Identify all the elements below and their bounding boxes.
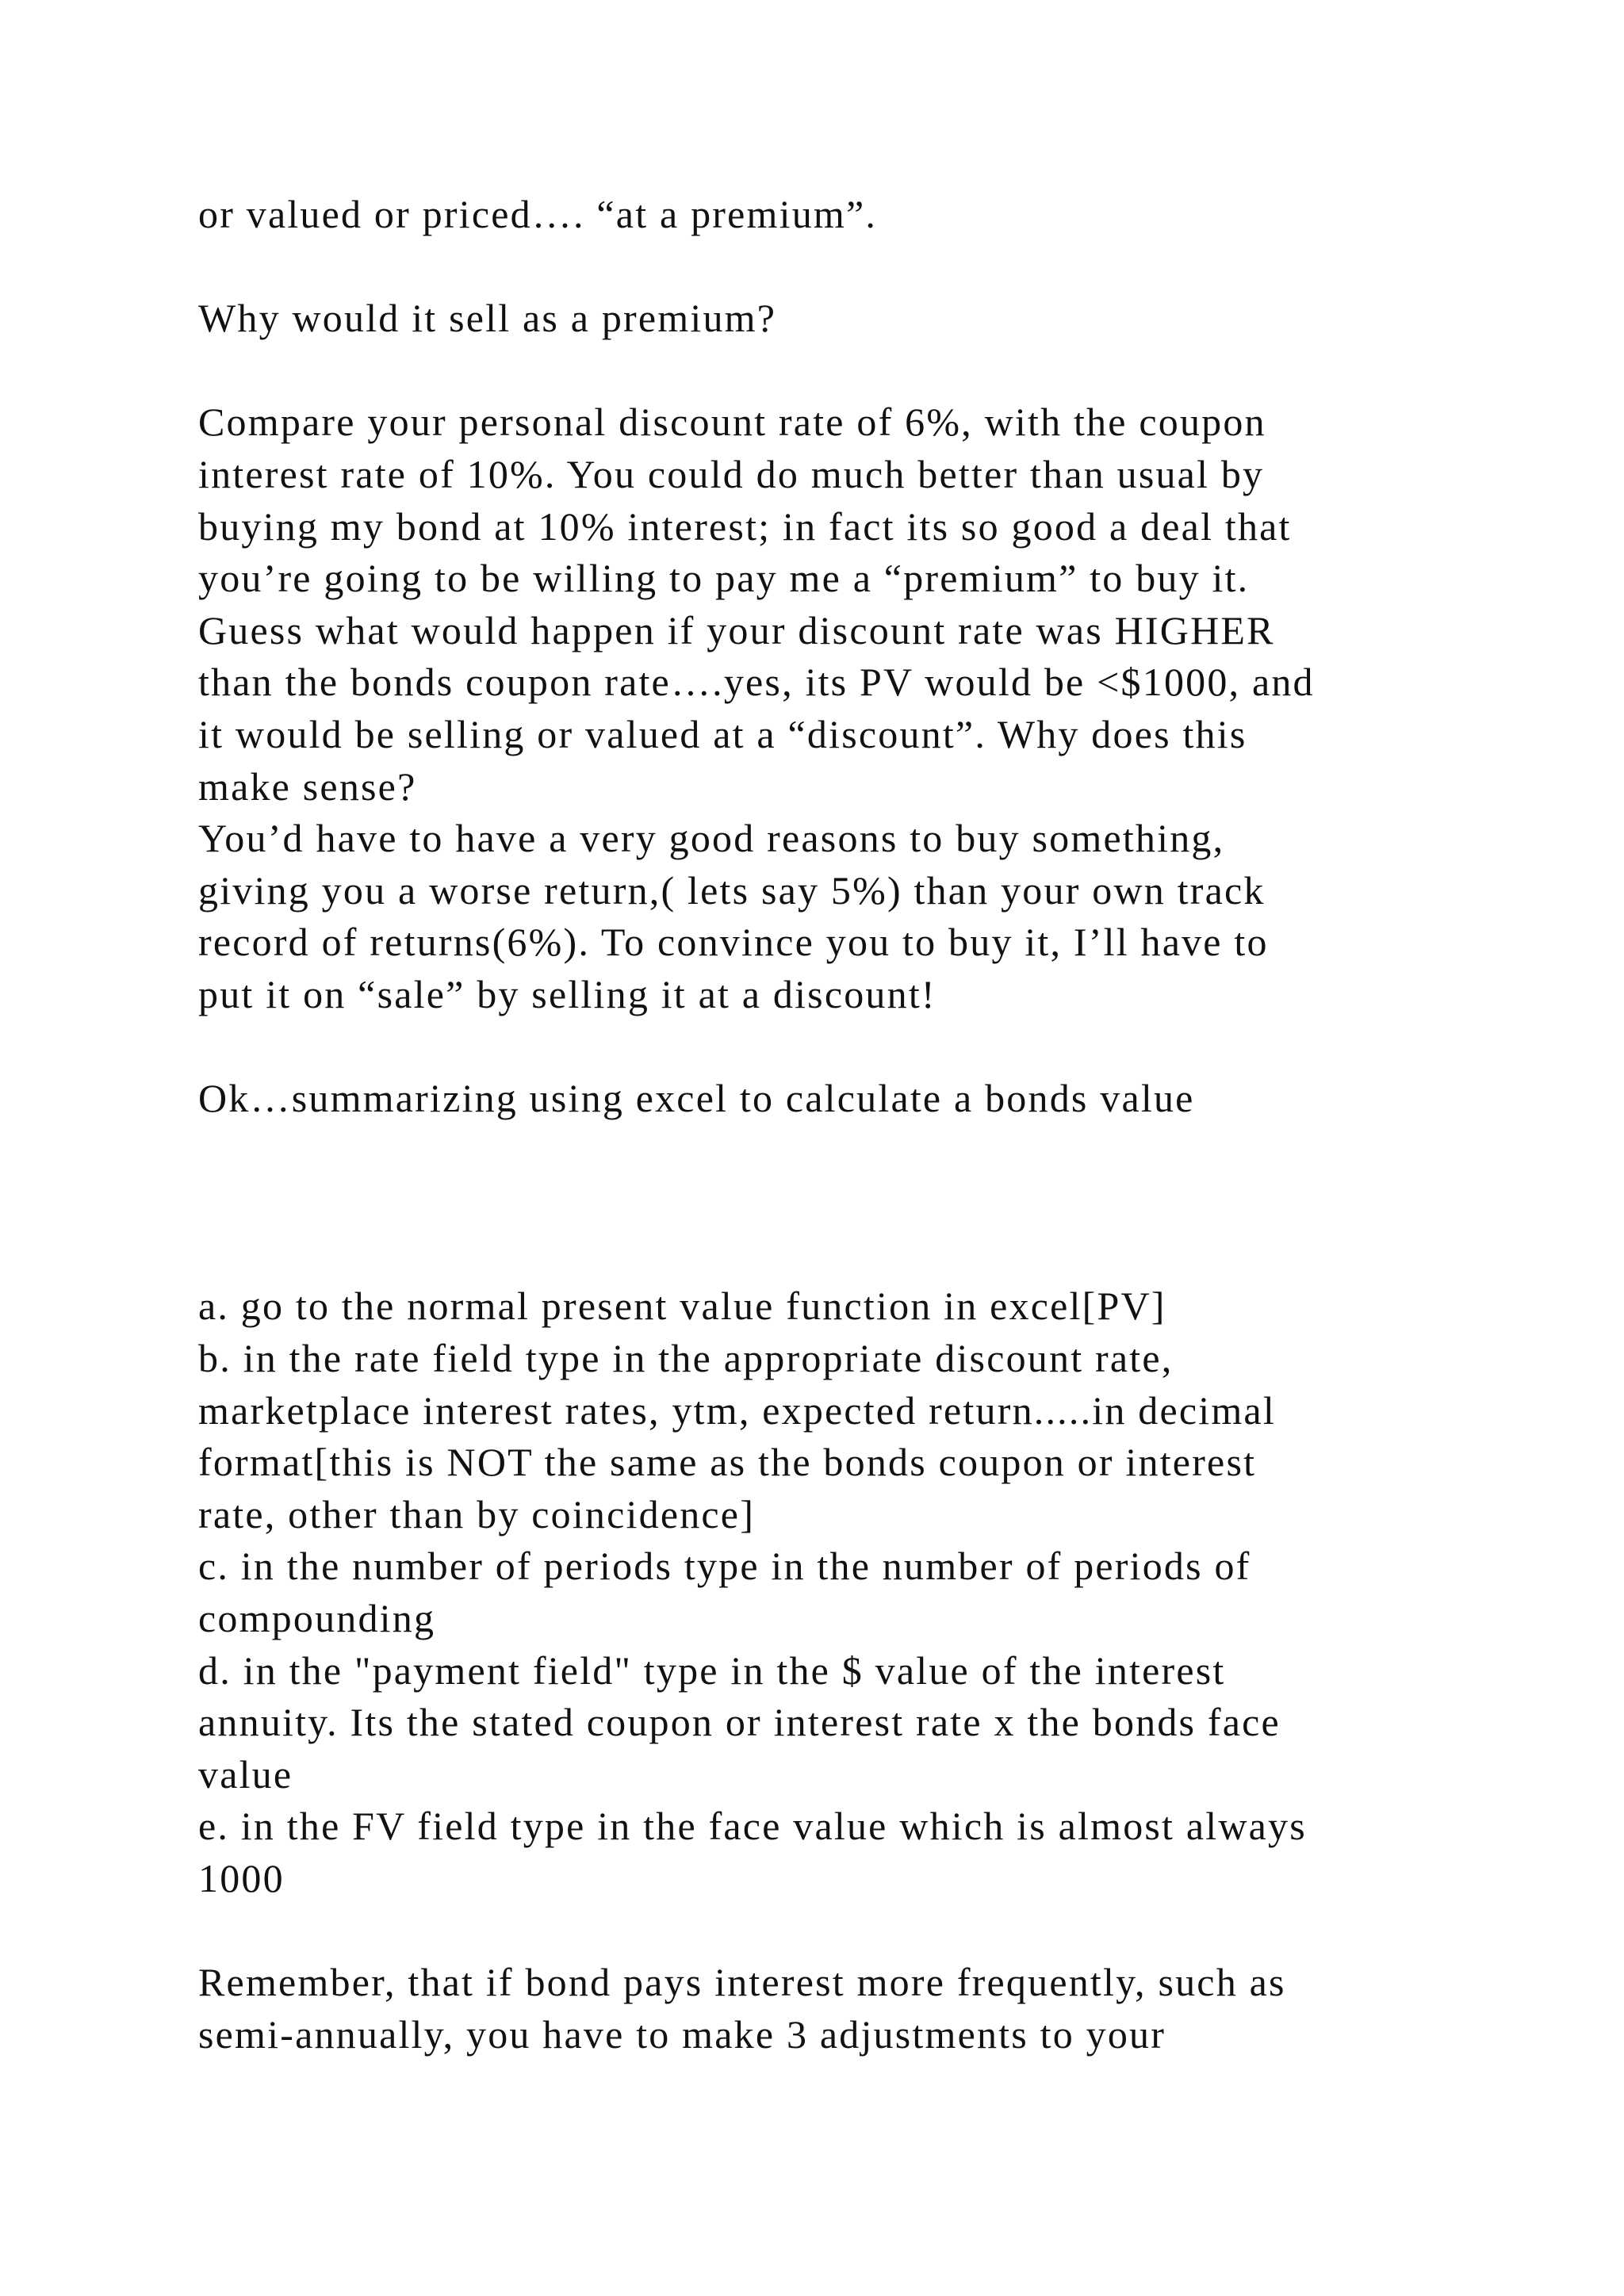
- text-line: it would be selling or valued at a “discount”. Why does this: [198, 711, 1247, 756]
- text-line: format[this is NOT the same as the bonds coupon or interest: [198, 1440, 1257, 1485]
- text-line: value: [198, 1751, 293, 1797]
- text-line: put it on “sale” by selling it at a discount!: [198, 971, 936, 1016]
- blank-line: [198, 1021, 1467, 1073]
- text-line: Remember, that if bond pays interest more frequently, such as: [198, 1960, 1286, 2005]
- text-line: d. in the "payment field" type in the $ value of the interest: [198, 1647, 1226, 1693]
- text-line: Compare your personal discount rate of 6%, with the coupon: [198, 400, 1266, 445]
- text-line: or valued or priced…. “at a premium”.: [198, 192, 878, 236]
- text-line: annuity. Its the stated coupon or interest rate x the bonds face: [198, 1700, 1281, 1745]
- blank-line: [198, 1177, 1467, 1229]
- text-line: You’d have to have a very good reasons to buy something,: [198, 816, 1225, 861]
- text-line: compounding: [198, 1596, 436, 1641]
- text-line: Why would it sell as a premium?: [198, 296, 777, 341]
- text-line: than the bonds coupon rate….yes, its PV would be <$1000, and: [198, 660, 1315, 705]
- text-line: semi-annually, you have to make 3 adjustments to your: [198, 2011, 1166, 2057]
- text-line: interest rate of 10%. You could do much better than usual by: [198, 451, 1265, 496]
- text-line: c. in the number of periods type in the number of periods of: [198, 1544, 1251, 1589]
- blank-line: [198, 241, 1467, 293]
- text-line: you’re going to be willing to pay me a “premium” to buy it.: [198, 556, 1250, 601]
- text-line: a. go to the normal present value function in excel[PV]: [198, 1284, 1166, 1329]
- text-line: giving you a worse return,( lets say 5%) than your own track: [198, 867, 1266, 913]
- text-line: 1000: [198, 1856, 285, 1900]
- text-line: Guess what would happen if your discount rate was HIGHER: [198, 607, 1275, 652]
- text-line: e. in the FV field type in the face value which is almost always: [198, 1804, 1307, 1849]
- text-line: Ok…summarizing using excel to calculate a bonds value: [198, 1076, 1195, 1121]
- document-text: [198, 189, 1467, 2061]
- text-line: b. in the rate field type in the appropriate discount rate,: [198, 1336, 1174, 1381]
- text-line: rate, other than by coincidence]: [198, 1491, 756, 1536]
- blank-line: [198, 1125, 1467, 1177]
- text-line: make sense?: [198, 763, 417, 809]
- text-line: buying my bond at 10% interest; in fact its so good a deal that: [198, 503, 1292, 549]
- text-line: marketplace interest rates, ytm, expected return.....in decimal: [198, 1387, 1276, 1433]
- blank-line: [198, 1905, 1467, 1957]
- text-line: record of returns(6%). To convince you to buy it, I’ll have to: [198, 920, 1269, 965]
- blank-line: [198, 1229, 1467, 1281]
- blank-line: [198, 345, 1467, 397]
